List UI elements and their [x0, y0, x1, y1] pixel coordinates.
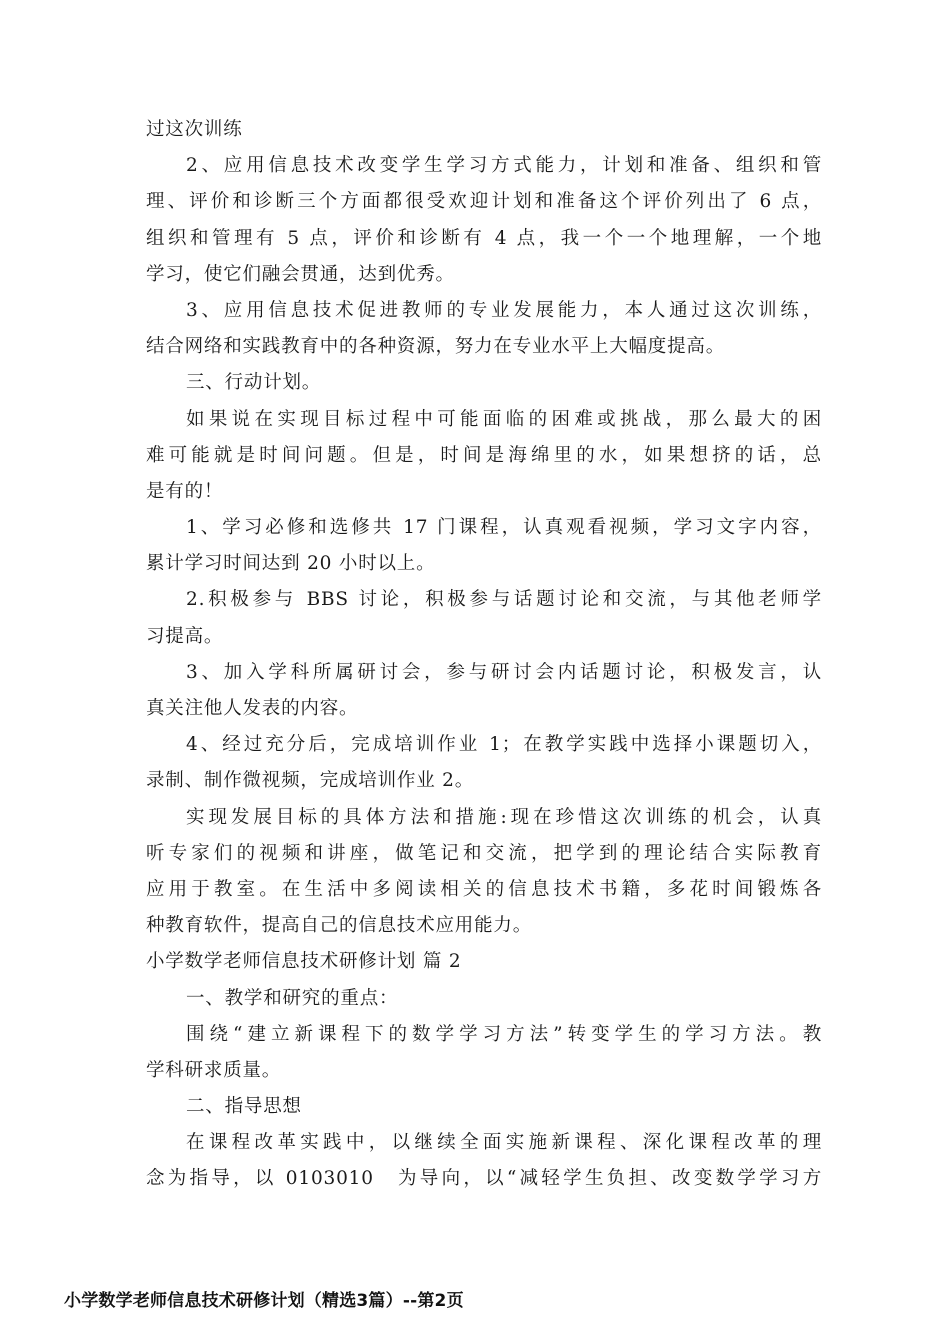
text-line: 实现发展目标的具体方法和措施:现在珍惜这次训练的机会，认真: [186, 806, 822, 828]
text-line: 学习，使它们融会贯通，达到优秀。: [146, 263, 455, 285]
text-line: 3、应用信息技术促进教师的专业发展能力，本人通过这次训练，: [186, 299, 822, 321]
text-line: 累计学习时间达到 20 小时以上。: [146, 553, 436, 575]
text-line: 3、加入学科所属研讨会，参与研讨会内话题讨论，积极发言，认: [186, 661, 822, 683]
text-line: 二、指导思想: [186, 1096, 302, 1118]
text-line: 三、行动计划。: [186, 372, 322, 394]
text-line: 种教育软件，提高自己的信息技术应用能力。: [146, 915, 533, 937]
text-line: 一、教学和研究的重点：: [186, 987, 399, 1009]
text-line: 1、学习必修和选修共 17 门课程，认真观看视频，学习文字内容，: [186, 517, 822, 539]
text-line: 如果说在实现目标过程中可能面临的困难或挑战，那么最大的困: [186, 408, 822, 430]
text-line: 2、应用信息技术改变学生学习方式能力，计划和准备、组织和管: [186, 155, 822, 177]
text-line: 在课程改革实践中，以继续全面实施新课程、深化课程改革的理: [186, 1132, 822, 1154]
text-line: 结合网络和实践教育中的各种资源，努力在专业水平上大幅度提高。: [146, 336, 726, 358]
text-line: 听专家们的视频和讲座，做笔记和交流，把学到的理论结合实际教育: [146, 842, 822, 864]
text-line: 过这次训练: [146, 119, 243, 140]
text-line: 小学数学老师信息技术研修计划 篇 2: [146, 951, 462, 973]
text-line: 真关注他人发表的内容。: [146, 698, 359, 719]
text-line: 是有的！: [146, 480, 224, 502]
text-line: 理、评价和诊断三个方面都很受欢迎计划和准备这个评价列出了 6 点，: [146, 191, 822, 213]
text-line: 2.积极参与 BBS 讨论，积极参与话题讨论和交流，与其他老师学: [186, 589, 822, 611]
text-line: 习提高。: [146, 625, 224, 647]
body-text: [146, 112, 822, 1198]
text-line: 难可能就是时间问题。但是，时间是海绵里的水，如果想挤的话，总: [146, 444, 822, 466]
text-line: 4、经过充分后，完成培训作业 1；在教学实践中选择小课题切入，: [186, 734, 822, 756]
text-line: 录制、制作微视频，完成培训作业 2。: [146, 770, 475, 792]
page-footer: 小学数学老师信息技术研修计划（精选3篇）--第2页: [64, 1291, 464, 1311]
text-line: 围绕“建立新课程下的数学学习方法”转变学生的学习方法。教: [186, 1023, 822, 1045]
text-line: 应用于教室。在生活中多阅读相关的信息技术书籍，多花时间锻炼各: [146, 878, 822, 900]
text-line: 学科研求质量。: [146, 1059, 282, 1081]
text-line: 组织和管理有 5 点，评价和诊断有 4 点，我一个一个地理解，一个地: [146, 227, 822, 249]
text-line: 念为指导，以 0103010 为导向，以“减轻学生负担、改变数学学习方: [146, 1168, 822, 1190]
